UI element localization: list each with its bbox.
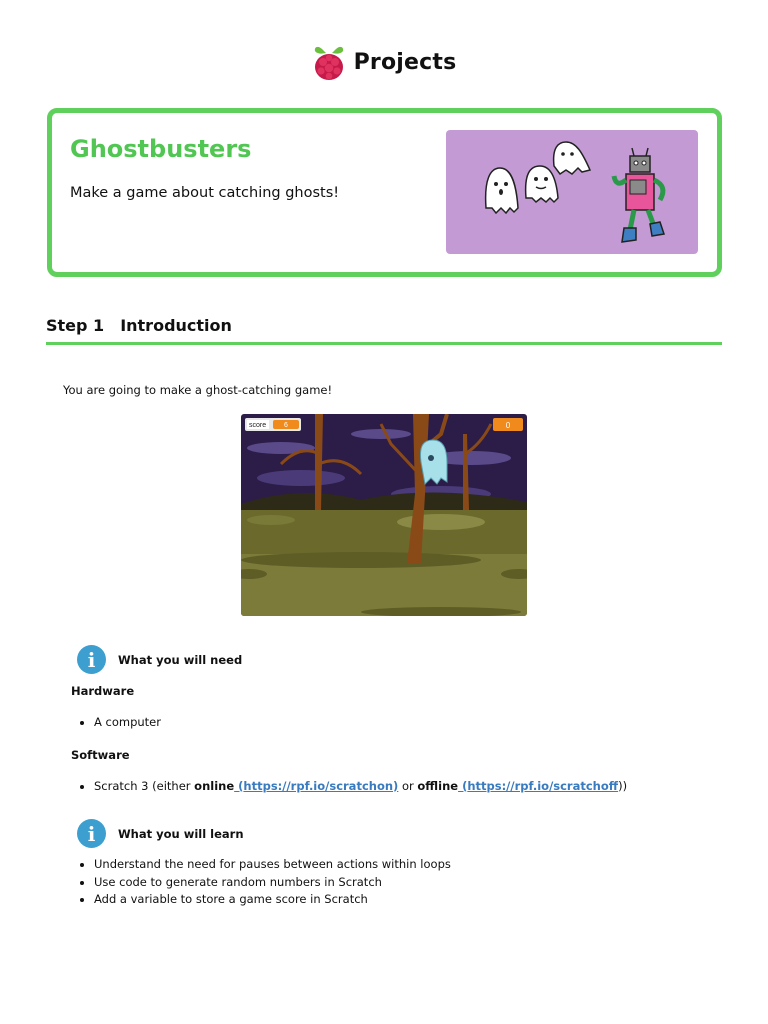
step-number: Step 1	[46, 316, 105, 335]
brand-title[interactable]: Projects	[353, 49, 457, 75]
online-link-open: (	[234, 779, 244, 793]
hardware-list	[94, 714, 161, 732]
ghosts-and-robot-illustration	[446, 130, 698, 254]
software-list	[94, 778, 627, 796]
step-title: Introduction	[120, 316, 232, 335]
project-description: Make a game about catching ghosts!	[70, 185, 340, 201]
software-prefix: Scratch 3 (either	[94, 779, 195, 793]
score-label: score	[249, 422, 267, 429]
project-title: Ghostbusters	[70, 135, 252, 163]
list-item: Understand the need for pauses between actions within loops	[94, 856, 451, 874]
step-divider	[46, 342, 722, 345]
site-header	[0, 40, 768, 84]
learn-callout	[77, 819, 244, 848]
list-item: A computer	[94, 714, 161, 732]
game-preview-image	[241, 414, 527, 616]
learn-list	[94, 856, 451, 909]
list-item: Add a variable to store a game score in Scratch	[94, 891, 451, 909]
software-heading: Software	[71, 748, 130, 762]
or-text: or	[398, 779, 418, 793]
counter-value: 0	[505, 421, 511, 430]
need-callout	[77, 645, 242, 674]
info-icon: i	[77, 819, 106, 848]
scratch-offline-link[interactable]: https://rpf.io/scratchoff	[467, 779, 619, 793]
need-heading: What you will need	[118, 652, 243, 667]
online-label: online	[194, 779, 235, 793]
info-icon: i	[77, 645, 106, 674]
step-heading	[46, 316, 232, 335]
score-value: 6	[284, 422, 288, 429]
project-card	[47, 108, 722, 277]
intro-text: You are going to make a ghost-catching game!	[63, 383, 333, 397]
software-suffix: ))	[618, 779, 628, 793]
list-item	[94, 778, 627, 796]
raspberry-pi-logo-icon[interactable]	[312, 43, 346, 81]
hardware-heading: Hardware	[71, 684, 135, 698]
offline-link-open: (	[458, 779, 468, 793]
offline-label: offline	[417, 779, 459, 793]
learn-heading: What you will learn	[118, 826, 244, 841]
scratch-online-link[interactable]: https://rpf.io/scratchon	[243, 779, 394, 793]
online-link-close: )	[393, 779, 399, 793]
list-item: Use code to generate random numbers in Scratch	[94, 874, 451, 892]
